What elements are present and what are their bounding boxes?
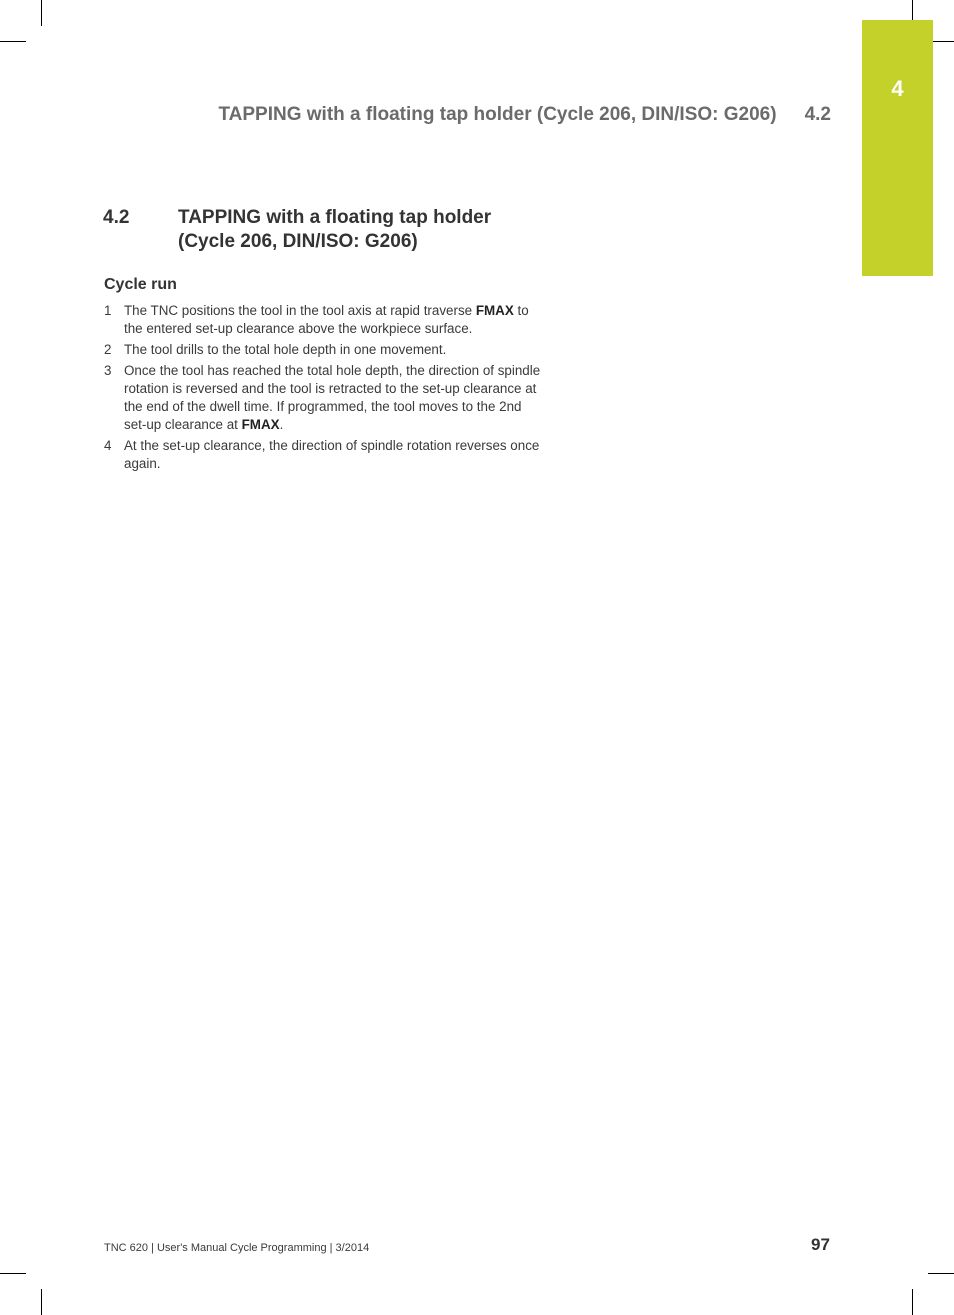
- step-keyword: FMAX: [241, 416, 280, 432]
- step-number: 2: [104, 342, 112, 358]
- crop-mark: [0, 1273, 26, 1274]
- step-text: to the entered set-up clearance above the workpiece surface.: [124, 303, 529, 336]
- list-item: [104, 341, 544, 359]
- section-heading: [103, 206, 563, 254]
- chapter-number: 4: [891, 76, 904, 101]
- crop-mark: [41, 0, 42, 26]
- crop-mark: [41, 1289, 42, 1315]
- running-head-section: 4.2: [804, 104, 831, 125]
- cycle-run-heading: Cycle run: [104, 276, 177, 293]
- section-number: 4.2: [103, 207, 130, 228]
- step-text: Once the tool has reached the total hole depth, the direction of spindle rotation is reversed and the tool is retracted to the set-up clearance at the end of the dwell time. If programmed, the tool moves to the 2nd set-up clearance at: [124, 363, 541, 432]
- step-number: 3: [104, 363, 112, 379]
- step-text: At the set-up clearance, the direction of spindle rotation reverses once again.: [124, 438, 540, 471]
- section-title-line1: TAPPING with a floating tap holder: [178, 207, 492, 228]
- page-number: 97: [811, 1235, 830, 1254]
- list-item: [104, 437, 544, 473]
- running-head-title: TAPPING with a floating tap holder (Cycle 206, DIN/ISO: G206): [218, 104, 777, 125]
- footer-text: TNC 620 | User's Manual Cycle Programming | 3/2014: [104, 1242, 370, 1254]
- crop-mark: [912, 1289, 913, 1315]
- crop-mark: [0, 41, 26, 42]
- list-item: [104, 362, 544, 433]
- step-text: The TNC positions the tool in the tool axis at rapid traverse: [124, 303, 473, 318]
- step-text: .: [279, 416, 284, 432]
- crop-mark: [928, 1273, 954, 1274]
- chapter-tab: [862, 20, 933, 276]
- running-head: [218, 104, 831, 126]
- list-item: [104, 302, 544, 338]
- step-keyword: FMAX: [475, 303, 514, 318]
- section-title-line2: (Cycle 206, DIN/ISO: G206): [178, 231, 418, 252]
- step-number: 4: [104, 438, 112, 454]
- step-number: 1: [104, 303, 112, 318]
- cycle-run-steps: [104, 302, 544, 476]
- step-text: The tool drills to the total hole depth in one movement.: [124, 342, 447, 358]
